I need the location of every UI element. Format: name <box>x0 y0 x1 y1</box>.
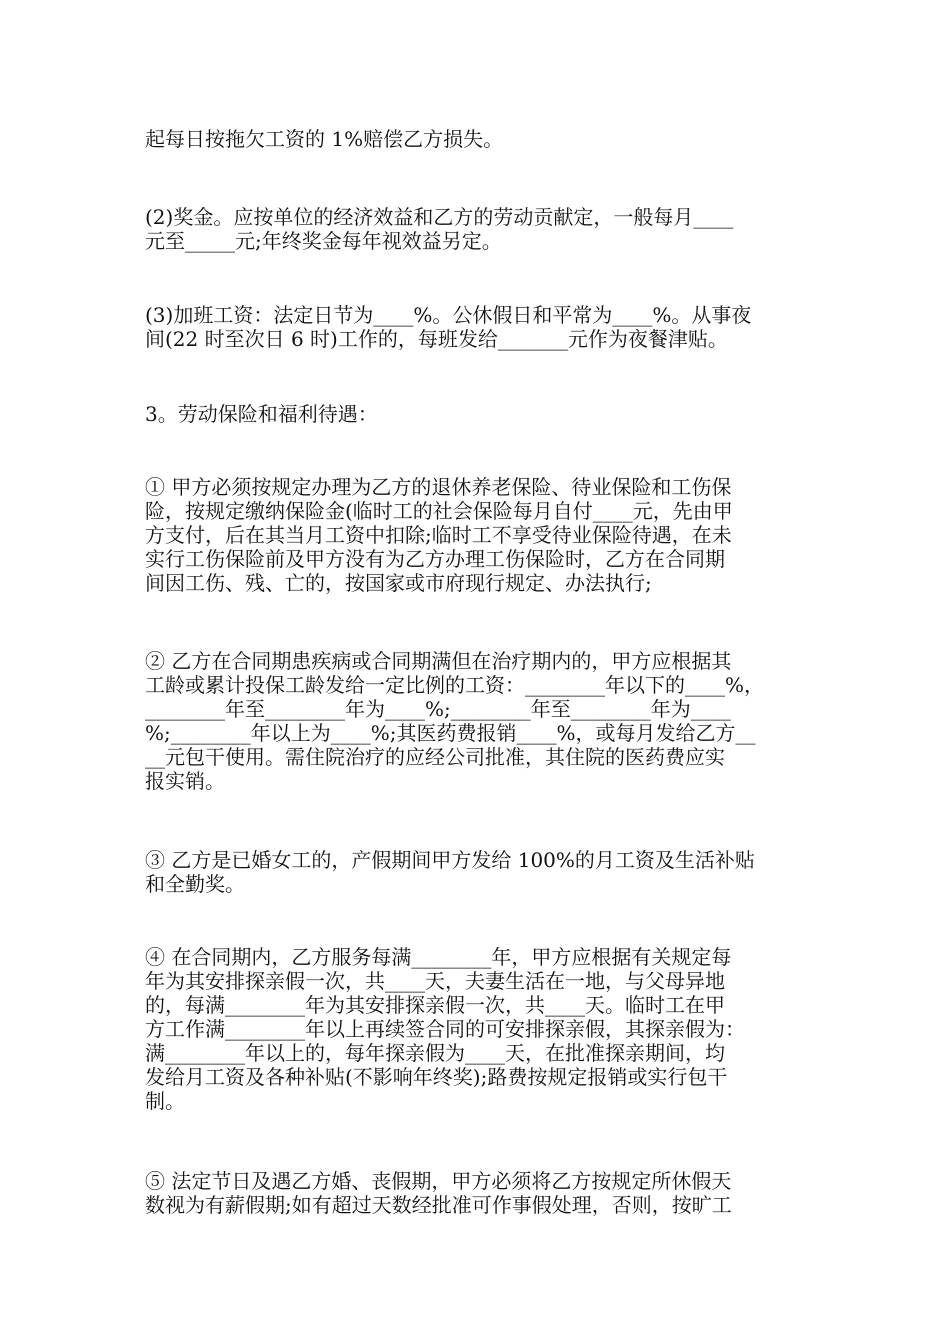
text-line: 方支付，后在其当月工资中扣除;临时工不享受待业保险待遇，在未 <box>145 523 732 547</box>
paragraph-overtime-pay <box>145 303 815 351</box>
text-line: 发给月工资及各种补贴(不影响年终奖);路费按规定报销或实行包干 <box>145 1065 728 1089</box>
paragraph-item-2 <box>145 649 815 793</box>
text-line: 3。劳动保险和福利待遇： <box>145 402 378 426</box>
text-line: ________年至________年为____%;________年至________年为____ <box>145 697 731 721</box>
text-line: 起每日按拖欠工资的 1%赔偿乙方损失。 <box>145 127 504 151</box>
text-line: ④ 在合同期内，乙方服务每满________年，甲方应根据有关规定每 <box>145 945 732 969</box>
text-line: __元包干使用。需住院治疗的应经公司批准，其住院的医药费应实 <box>145 745 725 769</box>
section-heading-insurance <box>145 402 815 426</box>
text-line: 和全勤奖。 <box>145 872 245 896</box>
paragraph-item-1 <box>145 475 815 595</box>
text-line: ③ 乙方是已婚女工的，产假期间甲方发给 100%的月工资及生活补贴 <box>145 848 755 872</box>
text-line: %;________年以上为____%;其医药费报销____%，或每月发给乙方__ <box>145 721 756 745</box>
text-line: 数视为有薪假期;如有超过天数经批准可作事假处理，否则，按旷工 <box>145 1193 732 1217</box>
text-line: 险，按规定缴纳保险金(临时工的社会保险每月自付____元，先由甲 <box>145 499 733 523</box>
text-line: 元至_____元;年终奖金每年视效益另定。 <box>145 229 502 253</box>
text-line: 工龄或累计投保工龄发给一定比例的工资：________年以下的____%， <box>145 673 765 697</box>
text-line: ① 甲方必须按规定办理为乙方的退休养老保险、待业保险和工伤保 <box>145 475 732 499</box>
text-line: (2)奖金。应按单位的经济效益和乙方的劳动贡献定，一般每月____ <box>145 205 734 229</box>
paragraph-wage-penalty <box>145 127 815 151</box>
text-line: 制。 <box>145 1089 185 1113</box>
text-line: 间因工伤、残、亡的，按国家或市府现行规定、办法执行; <box>145 571 652 595</box>
text-line: 年为其安排探亲假一次，共____天，夫妻生活在一地，与父母异地 <box>145 969 725 993</box>
text-line: 间(22 时至次日 6 时)工作的，每班发给_______元作为夜餐津贴。 <box>145 327 728 351</box>
paragraph-item-4 <box>145 945 815 1113</box>
paragraph-item-3 <box>145 848 815 896</box>
text-line: 的，每满________年为其安排探亲假一次，共____天。临时工在甲 <box>145 993 725 1017</box>
text-line: ② 乙方在合同期患疾病或合同期满但在治疗期内的，甲方应根据其 <box>145 649 732 673</box>
text-line: (3)加班工资：法定日节为____%。公休假日和平常为____%。从事夜 <box>145 303 752 327</box>
paragraph-item-5 <box>145 1169 815 1217</box>
text-line: 报实销。 <box>145 769 225 793</box>
text-line: 实行工伤保险前及甲方没有为乙方办理工伤保险时，乙方在合同期 <box>145 547 725 571</box>
text-line: 方工作满________年以上再续签合同的可安排探亲假，其探亲假为： <box>145 1017 745 1041</box>
paragraph-bonus <box>145 205 815 253</box>
text-line: 满________年以上的，每年探亲假为____天，在批准探亲期间，均 <box>145 1041 725 1065</box>
text-line: ⑤ 法定节日及遇乙方婚、丧假期，甲方必须将乙方按规定所休假天 <box>145 1169 732 1193</box>
